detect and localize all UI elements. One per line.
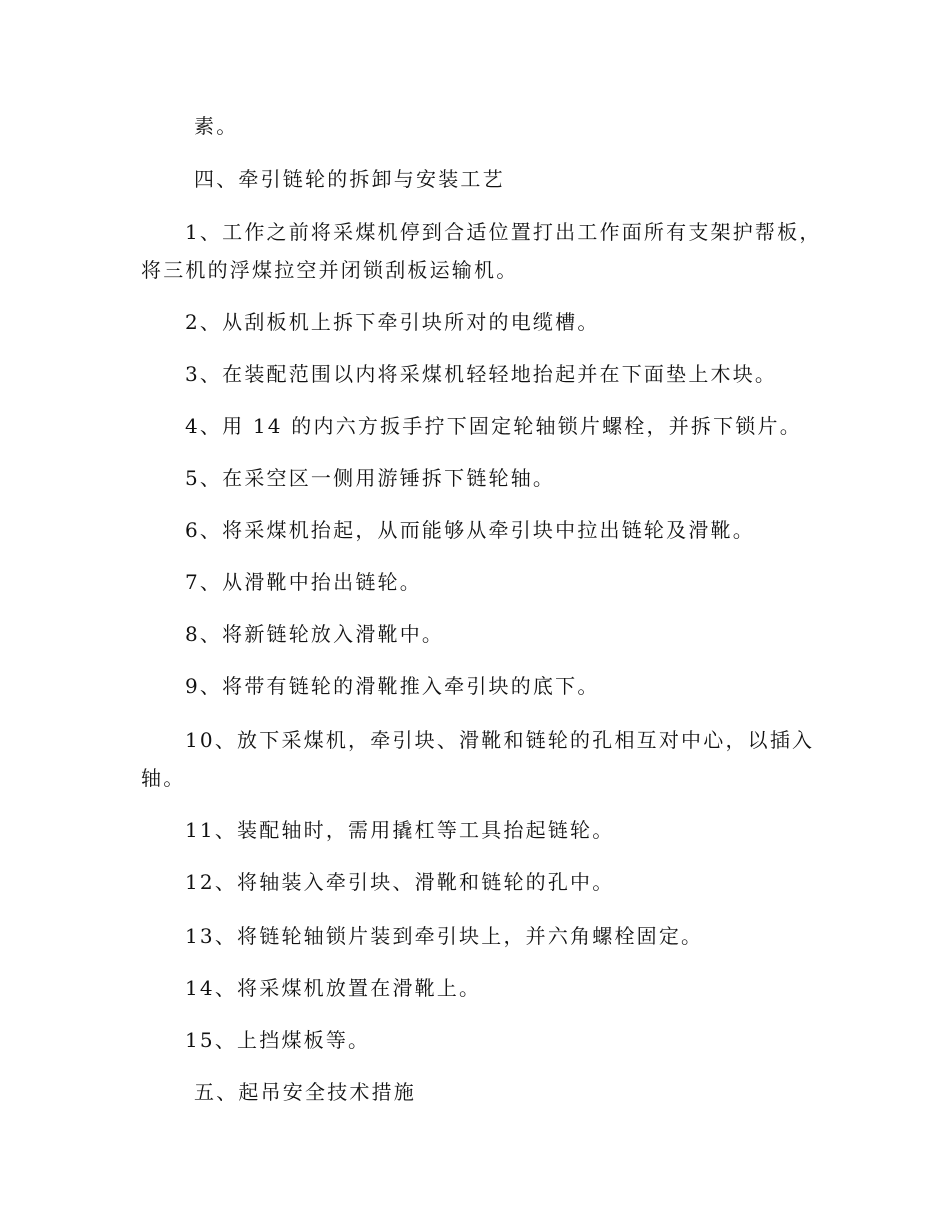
- step-8: 8、将新链轮放入滑靴中。: [185, 622, 445, 646]
- step-9: 9、将带有链轮的滑靴推入牵引块的底下。: [185, 674, 600, 698]
- step-14: 14、将采煤机放置在滑靴上。: [185, 976, 482, 1000]
- step-11: 11、装配轴时，需用撬杠等工具抬起链轮。: [185, 818, 615, 842]
- step-2: 2、从刮板机上拆下牵引块所对的电缆槽。: [185, 310, 600, 334]
- step-5: 5、在采空区一侧用游锤拆下链轮轴。: [185, 466, 556, 490]
- step-3: 3、在装配范围以内将采煤机轻轻地抬起并在下面垫上木块。: [185, 362, 778, 386]
- step-6: 6、将采煤机抬起，从而能够从牵引块中拉出链轮及滑靴。: [185, 518, 755, 542]
- step-15: 15、上挡煤板等。: [185, 1028, 371, 1052]
- step-4: 4、用 14 的内六方扳手拧下固定轮轴锁片螺栓，并拆下锁片。: [185, 414, 802, 438]
- section-heading-4: 四、牵引链轮的拆卸与安装工艺: [194, 167, 505, 191]
- step-1-line-1: 1、工作之前将采煤机停到合适位置打出工作面所有支架护帮板，: [185, 220, 822, 244]
- step-10-line-2: 轴。: [141, 766, 186, 790]
- step-7: 7、从滑靴中抬出链轮。: [185, 570, 422, 594]
- section-heading-5: 五、起吊安全技术措施: [194, 1080, 416, 1104]
- step-10-line-1: 10、放下采煤机，牵引块、滑靴和链轮的孔相互对中心，以插入: [185, 728, 815, 752]
- step-12: 12、将轴装入牵引块、滑靴和链轮的孔中。: [185, 870, 615, 894]
- step-13: 13、将链轮轴锁片装到牵引块上，并六角螺栓固定。: [185, 924, 704, 948]
- step-1-line-2: 将三机的浮煤拉空并闭锁刮板运输机。: [141, 258, 519, 282]
- text-line-continuation: 素。: [194, 114, 239, 138]
